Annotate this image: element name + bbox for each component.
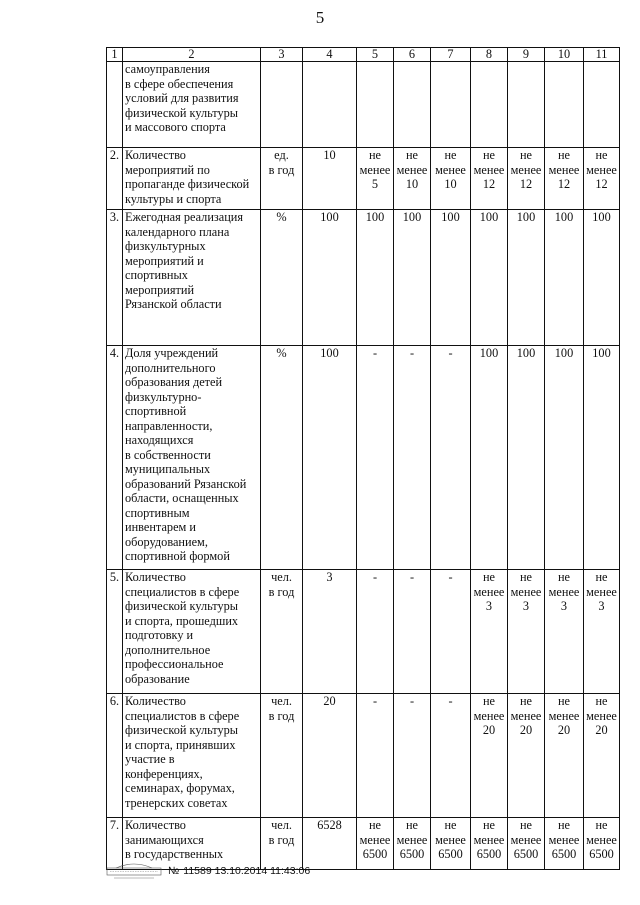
- table-row: [107, 694, 620, 818]
- year-value-cell: [508, 694, 545, 818]
- cell-text-line: не: [368, 818, 382, 832]
- year-value-cell: [357, 346, 394, 570]
- row-number-cell: 7.: [107, 818, 123, 870]
- cell-text-line: инвентарем и: [125, 520, 196, 534]
- cell-text-line: условий для развития: [125, 91, 239, 105]
- column-number-cell: 11: [584, 48, 620, 62]
- cell-text-line: менее: [510, 832, 542, 847]
- year-value-cell: [471, 694, 508, 818]
- table-row: [107, 346, 620, 570]
- table-row: [107, 570, 620, 694]
- cell-text-line: профессиональное: [125, 657, 224, 671]
- cell-text-line: не: [482, 148, 496, 162]
- year-value-cell: [545, 694, 584, 818]
- indicator-name-cell: [123, 210, 261, 346]
- document-footer: [106, 862, 310, 880]
- column-number-cell: 1: [107, 48, 123, 62]
- cell-text-line: 100: [365, 210, 385, 224]
- cell-text-line: менее: [435, 832, 466, 847]
- cell-text-line: физической культуры: [125, 105, 239, 120]
- year-value-cell: [357, 62, 394, 148]
- cell-text-line: 100: [441, 210, 460, 224]
- year-value-cell: [584, 694, 620, 818]
- cell-text-line: не: [595, 818, 608, 832]
- cell-text-line: в собственности: [125, 447, 211, 462]
- cell-text-line: самоуправления: [125, 62, 210, 76]
- cell-text-line: специалистов в сфере: [125, 584, 240, 599]
- cell-text-line: 20: [557, 723, 571, 737]
- cell-text-line: семинарах, форумах,: [125, 781, 235, 795]
- year-value-cell: [471, 346, 508, 570]
- cell-text-line: спортивной формой: [125, 549, 230, 563]
- year-value-cell: [394, 210, 431, 346]
- cell-text-line: 100: [592, 346, 611, 360]
- cell-text-line: не: [405, 148, 419, 162]
- cell-text-line: Рязанской области: [125, 297, 222, 311]
- indicator-name-cell: [123, 346, 261, 570]
- indicator-name-cell: [123, 62, 261, 148]
- cell-text-line: спортивным: [125, 505, 190, 520]
- cell-text-line: менее: [510, 162, 542, 177]
- cell-text-line: не: [595, 570, 608, 584]
- cell-text-line: не: [519, 570, 533, 584]
- cell-text-line: не: [557, 818, 571, 832]
- column-number-cell: 9: [508, 48, 545, 62]
- cell-text-line: не: [405, 818, 419, 832]
- year-value-cell: [394, 694, 431, 818]
- cell-text-line: не: [519, 818, 533, 832]
- cell-text-line: 10: [405, 177, 419, 191]
- column-number-cell: 7: [431, 48, 471, 62]
- cell-text-line: не: [519, 148, 533, 162]
- column-number-cell: 6: [394, 48, 431, 62]
- unit-cell: [261, 570, 303, 694]
- cell-text-line: 10: [444, 177, 457, 191]
- cell-text-line: 3: [598, 599, 605, 613]
- year-value-cell: [545, 62, 584, 148]
- cell-text-line: чел.: [271, 818, 292, 832]
- cell-text-line: 20: [323, 694, 336, 708]
- cell-text-line: культуры и спорта: [125, 191, 222, 206]
- base-value-cell: [303, 570, 357, 694]
- year-value-cell: [394, 570, 431, 694]
- unit-cell: [261, 62, 303, 148]
- cell-text-line: 5: [371, 177, 379, 191]
- cell-text-line: конференциях,: [125, 766, 203, 781]
- cell-text-line: 100: [516, 346, 536, 360]
- cell-text-line: менее: [586, 832, 617, 847]
- cell-text-line: ед.: [274, 148, 289, 162]
- row-number-cell: 2.: [107, 148, 123, 210]
- cell-text-line: 100: [554, 346, 574, 360]
- cell-text-line: в государственных: [125, 847, 224, 861]
- cell-text-line: менее: [359, 162, 391, 177]
- year-value-cell: [545, 818, 584, 870]
- year-value-cell: [357, 570, 394, 694]
- cell-text-line: 3: [522, 599, 530, 613]
- cell-text-line: Доля учреждений: [125, 346, 219, 360]
- year-value-cell: [431, 148, 471, 210]
- cell-text-line: участие в: [125, 752, 175, 766]
- cell-text-line: тренерских советах: [125, 795, 228, 810]
- cell-text-line: менее: [586, 708, 617, 723]
- year-value-cell: [431, 818, 471, 870]
- cell-text-line: спортивных: [125, 268, 188, 282]
- year-value-cell: [584, 346, 620, 570]
- unit-cell: [261, 210, 303, 346]
- cell-text-line: -: [448, 570, 453, 584]
- cell-text-line: 6500: [399, 847, 425, 861]
- row-number-cell: 3.: [107, 210, 123, 346]
- cell-text-line: %: [276, 346, 287, 360]
- cell-text-line: физической культуры: [125, 599, 239, 613]
- year-value-cell: [471, 148, 508, 210]
- cell-text-line: образования детей: [125, 375, 223, 389]
- year-value-cell: [508, 346, 545, 570]
- cell-text-line: и спорта, принявших: [125, 737, 236, 752]
- cell-text-line: не: [482, 694, 496, 708]
- table-row: [107, 210, 620, 346]
- cell-text-line: образование: [125, 671, 190, 686]
- year-value-cell: [584, 570, 620, 694]
- unit-cell: [261, 694, 303, 818]
- cell-text-line: 20: [519, 723, 533, 737]
- cell-text-line: 20: [482, 723, 496, 737]
- base-value-cell: [303, 694, 357, 818]
- cell-text-line: менее: [510, 708, 542, 723]
- year-value-cell: [508, 210, 545, 346]
- registry-stamp-icon: [106, 862, 162, 880]
- cell-text-line: специалистов в сфере: [125, 708, 240, 723]
- cell-text-line: не: [482, 818, 496, 832]
- cell-text-line: 6500: [476, 847, 502, 861]
- cell-text-line: 6528: [317, 818, 342, 832]
- cell-text-line: 12: [557, 177, 571, 191]
- column-number-cell: 3: [261, 48, 303, 62]
- cell-text-line: 10: [323, 148, 336, 162]
- cell-text-line: в год: [268, 832, 295, 847]
- year-value-cell: [471, 570, 508, 694]
- column-number-row: [107, 48, 620, 62]
- year-value-cell: [508, 818, 545, 870]
- cell-text-line: менее: [510, 584, 542, 599]
- column-number-cell: 2: [123, 48, 261, 62]
- year-value-cell: [584, 210, 620, 346]
- row-number-cell: 4.: [107, 346, 123, 570]
- cell-text-line: менее: [473, 708, 505, 723]
- year-value-cell: [471, 818, 508, 870]
- year-value-cell: [545, 210, 584, 346]
- cell-text-line: 3: [326, 570, 333, 584]
- cell-text-line: не: [482, 570, 496, 584]
- cell-text-line: в сфере обеспечения: [125, 76, 234, 91]
- cell-text-line: 6500: [589, 847, 614, 861]
- year-value-cell: [431, 694, 471, 818]
- cell-text-line: 20: [595, 723, 608, 737]
- cell-text-line: 12: [519, 177, 533, 191]
- indicator-name-cell: [123, 148, 261, 210]
- cell-text-line: подготовку и: [125, 628, 194, 642]
- year-value-cell: [394, 62, 431, 148]
- indicators-table: [106, 47, 620, 870]
- cell-text-line: 100: [479, 210, 499, 224]
- indicator-name-cell: [123, 570, 261, 694]
- cell-text-line: 100: [320, 346, 339, 360]
- cell-text-line: 100: [320, 210, 339, 224]
- cell-text-line: спортивной: [125, 404, 187, 418]
- column-number-cell: 5: [357, 48, 394, 62]
- cell-text-line: и массового спорта: [125, 120, 226, 134]
- cell-text-line: не: [444, 148, 457, 162]
- year-value-cell: [584, 818, 620, 870]
- year-value-cell: [357, 818, 394, 870]
- year-value-cell: [545, 346, 584, 570]
- year-value-cell: [431, 570, 471, 694]
- year-value-cell: [545, 148, 584, 210]
- cell-text-line: менее: [435, 162, 466, 177]
- cell-text-line: менее: [548, 162, 580, 177]
- year-value-cell: [508, 570, 545, 694]
- cell-text-line: 6500: [551, 847, 577, 861]
- cell-text-line: не: [444, 818, 457, 832]
- cell-text-line: физической культуры: [125, 723, 239, 737]
- cell-text-line: менее: [473, 162, 505, 177]
- cell-text-line: области, оснащенных: [125, 491, 239, 505]
- cell-text-line: чел.: [271, 570, 292, 584]
- row-number-cell: 6.: [107, 694, 123, 818]
- year-value-cell: [357, 694, 394, 818]
- cell-text-line: -: [409, 694, 415, 708]
- year-value-cell: [431, 346, 471, 570]
- base-value-cell: [303, 210, 357, 346]
- cell-text-line: 100: [554, 210, 574, 224]
- year-value-cell: [357, 148, 394, 210]
- cell-text-line: 100: [402, 210, 422, 224]
- cell-text-line: Количество: [125, 570, 186, 584]
- cell-text-line: Количество: [125, 694, 186, 708]
- year-value-cell: [471, 210, 508, 346]
- cell-text-line: в год: [268, 708, 295, 723]
- cell-text-line: в год: [268, 584, 295, 599]
- cell-text-line: менее: [473, 584, 505, 599]
- cell-text-line: менее: [396, 162, 428, 177]
- cell-text-line: оборудованием,: [125, 534, 208, 549]
- cell-text-line: пропаганде физической: [125, 177, 250, 191]
- cell-text-line: мероприятий: [125, 282, 195, 297]
- cell-text-line: образований Рязанской: [125, 476, 247, 491]
- indicator-name-cell: [123, 694, 261, 818]
- column-number-cell: 8: [471, 48, 508, 62]
- cell-text-line: не: [595, 148, 608, 162]
- document-registration-line: 11589 13.10.2014 11:43:06: [183, 865, 311, 877]
- cell-text-line: 12: [482, 177, 496, 191]
- cell-text-line: чел.: [271, 694, 292, 708]
- cell-text-line: менее: [548, 584, 580, 599]
- cell-text-line: мероприятий и: [125, 253, 204, 268]
- unit-cell: [261, 346, 303, 570]
- cell-text-line: Количество: [125, 148, 186, 162]
- cell-text-line: -: [372, 570, 378, 584]
- cell-text-line: не: [557, 570, 571, 584]
- cell-text-line: 12: [595, 177, 608, 191]
- cell-text-line: менее: [548, 708, 580, 723]
- cell-text-line: направленности,: [125, 418, 213, 433]
- year-value-cell: [394, 346, 431, 570]
- cell-text-line: 3: [560, 599, 568, 613]
- year-value-cell: [508, 62, 545, 148]
- row-number-cell: [107, 62, 123, 148]
- cell-text-line: 3: [485, 599, 493, 613]
- cell-text-line: физкультурных: [125, 239, 206, 253]
- cell-text-line: -: [409, 570, 415, 584]
- cell-text-line: менее: [473, 832, 505, 847]
- cell-text-line: менее: [396, 832, 428, 847]
- cell-text-line: находящихся: [125, 433, 194, 447]
- cell-text-line: не: [595, 694, 608, 708]
- cell-text-line: мероприятий по: [125, 162, 210, 177]
- cell-text-line: дополнительного: [125, 360, 216, 375]
- base-value-cell: [303, 148, 357, 210]
- cell-text-line: 100: [516, 210, 536, 224]
- cell-text-line: муниципальных: [125, 462, 211, 476]
- cell-text-line: не: [557, 148, 571, 162]
- base-value-cell: [303, 346, 357, 570]
- cell-text-line: менее: [548, 832, 580, 847]
- cell-text-line: -: [372, 694, 378, 708]
- base-value-cell: [303, 62, 357, 148]
- cell-text-line: не: [557, 694, 571, 708]
- cell-text-line: Количество: [125, 818, 186, 832]
- cell-text-line: и спорта, прошедших: [125, 613, 239, 628]
- cell-text-line: менее: [586, 584, 617, 599]
- table-row: [107, 148, 620, 210]
- year-value-cell: [545, 570, 584, 694]
- cell-text-line: календарного плана: [125, 224, 230, 239]
- cell-text-line: -: [372, 346, 378, 360]
- year-value-cell: [584, 148, 620, 210]
- column-number-cell: 10: [545, 48, 584, 62]
- doc-number-glyph: №: [168, 865, 180, 877]
- cell-text-line: не: [519, 694, 533, 708]
- cell-text-line: 6500: [438, 847, 463, 861]
- year-value-cell: [431, 62, 471, 148]
- row-number-cell: 5.: [107, 570, 123, 694]
- cell-text-line: занимающихся: [125, 832, 204, 847]
- cell-text-line: менее: [359, 832, 391, 847]
- cell-text-line: в год: [268, 162, 295, 177]
- cell-text-line: -: [448, 346, 453, 360]
- cell-text-line: 6500: [513, 847, 539, 861]
- cell-text-line: менее: [586, 162, 617, 177]
- column-number-cell: 4: [303, 48, 357, 62]
- year-value-cell: [394, 818, 431, 870]
- base-value-cell: [303, 818, 357, 870]
- cell-text-line: -: [448, 694, 453, 708]
- year-value-cell: [431, 210, 471, 346]
- page-number: 5: [315, 8, 325, 27]
- cell-text-line: %: [276, 210, 287, 224]
- unit-cell: [261, 148, 303, 210]
- cell-text-line: дополнительное: [125, 642, 211, 657]
- table-row: [107, 62, 620, 148]
- cell-text-line: 100: [592, 210, 611, 224]
- year-value-cell: [357, 210, 394, 346]
- cell-text-line: не: [368, 148, 382, 162]
- cell-text-line: -: [409, 346, 415, 360]
- year-value-cell: [394, 148, 431, 210]
- cell-text-line: Ежегодная реализация: [125, 210, 244, 224]
- cell-text-line: 6500: [362, 847, 388, 861]
- cell-text-line: физкультурно-: [125, 389, 202, 404]
- year-value-cell: [584, 62, 620, 148]
- year-value-cell: [471, 62, 508, 148]
- year-value-cell: [508, 148, 545, 210]
- cell-text-line: 100: [479, 346, 499, 360]
